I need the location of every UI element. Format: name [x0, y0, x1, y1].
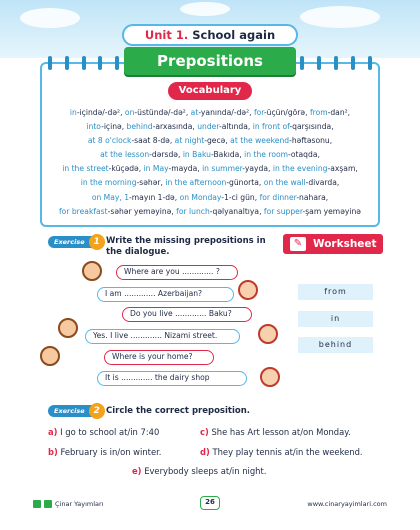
translation: -1-ci gün, [221, 192, 260, 202]
unit-name: School again [192, 28, 276, 42]
vocabulary-line [44, 120, 376, 134]
translation: -üçün/görə, [263, 108, 310, 117]
english-term: in front of [252, 122, 290, 132]
english-term: in the room [244, 150, 289, 160]
english-term: in [69, 108, 77, 117]
worksheet-label: Worksheet [313, 238, 377, 250]
translation: -dərsdə, [149, 150, 183, 160]
dialogue-bubble: Yes. I live ............. Nizami street. [85, 329, 240, 344]
translation: -səhər yeməyinə, [107, 206, 177, 216]
translation: -səhər, [136, 178, 166, 188]
translation: -yayda, [242, 164, 273, 174]
english-term: on Monday [179, 192, 222, 202]
exercise-item: a) I go to school at/in 7:40 [48, 427, 160, 437]
english-term: at [190, 108, 199, 117]
translation: -günorta, [226, 178, 264, 188]
vocabulary-line [44, 106, 376, 120]
cloud-decoration [180, 2, 230, 16]
vocabulary-line [44, 176, 376, 190]
boy-avatar [82, 261, 102, 281]
facebook-icon [33, 500, 41, 508]
english-term: for dinner [259, 192, 297, 202]
girl-avatar [260, 367, 280, 387]
english-term: in the afternoon [165, 178, 227, 188]
english-term: at night [174, 136, 205, 146]
english-term: at the lesson [100, 150, 150, 160]
translation: -dan², [327, 108, 351, 117]
english-term: under [197, 122, 219, 132]
word-bank-item: from [298, 284, 373, 300]
unit-title [122, 24, 298, 46]
dialogue-bubble: It is ............. the dairy shop [97, 371, 247, 386]
english-term: into [86, 122, 102, 132]
exercise-item: b) February is in/on winter. [48, 447, 162, 457]
worksheet-badge [283, 234, 383, 254]
prepositions-banner: Prepositions [124, 47, 296, 75]
vocabulary-line [44, 162, 376, 176]
translation: -qəlyanaltıya, [209, 206, 264, 216]
dialogue-bubble: Do you live ............. Baku? [122, 307, 252, 322]
page-number: 26 [200, 496, 220, 510]
vocabulary-line [44, 191, 376, 205]
exercise-1-badge [48, 235, 99, 249]
english-term: in Baku [182, 150, 211, 160]
exercise-2-instruction: Circle the correct preposition. [106, 406, 250, 416]
exercise-label: Exercise [54, 238, 85, 246]
translation: -qarşısında, [289, 122, 334, 132]
translation: -üstündə/-də², [134, 108, 191, 117]
vocabulary-line [44, 205, 376, 219]
word-bank-item: in [298, 311, 373, 327]
english-term: on [124, 108, 135, 117]
pencil-icon: ✎ [290, 237, 306, 251]
english-term: in summer [202, 164, 243, 174]
vocabulary-list [44, 106, 376, 219]
vocabulary-label: Vocabulary [168, 82, 252, 100]
english-term: for breakfast [59, 206, 108, 216]
english-term: on May, 1 [91, 192, 130, 202]
english-term: from [309, 108, 328, 117]
english-term: in the evening [272, 164, 328, 174]
translation: -divarda, [305, 178, 340, 188]
translation: -gecə, [204, 136, 231, 146]
translation: -şam yeməyinə [302, 206, 361, 216]
instruction-line: Write the missing prepositions in [106, 236, 266, 246]
english-term: on the wall [263, 178, 306, 188]
website-url: www.cinaryayimlari.com [307, 500, 387, 508]
english-term: behind [126, 122, 153, 132]
cloud-decoration [20, 8, 80, 28]
english-term: at the weekend [230, 136, 290, 146]
english-term: for [253, 108, 264, 117]
exercise-item: c) She has Art lesson at/on Monday. [200, 427, 351, 437]
exercise-label: Exercise [54, 407, 85, 415]
english-term: in May [143, 164, 169, 174]
translation: -arxasında, [152, 122, 198, 132]
instagram-icon [44, 500, 52, 508]
vocabulary-line [44, 134, 376, 148]
translation: -otaqda, [288, 150, 320, 160]
english-term: for lunch [176, 206, 210, 216]
exercise-number: 1 [89, 234, 105, 250]
page-footer [0, 488, 420, 530]
exercise-1-instruction [106, 236, 266, 258]
translation: -nahara, [296, 192, 329, 202]
exercise-number: 2 [89, 403, 105, 419]
instruction-line: the dialogue. [106, 247, 170, 257]
english-term: in the morning [80, 178, 137, 188]
publisher [33, 500, 104, 508]
translation: -içində/-də², [76, 108, 125, 117]
girl-avatar [238, 280, 258, 300]
exercise-item: d) They play tennis at/in the weekend. [200, 447, 363, 457]
dialogue-bubble: Where are you ............. ? [116, 265, 238, 280]
translation: -yanında/-də², [198, 108, 254, 117]
exercise-item: e) Everybody sleeps at/in night. [132, 466, 267, 476]
translation: -küçədə, [108, 164, 144, 174]
vocabulary-line [44, 148, 376, 162]
translation: -mayın 1-də, [129, 192, 180, 202]
exercise-2-badge [48, 404, 99, 418]
cloud-decoration [300, 6, 380, 28]
translation: -axşam, [327, 164, 358, 174]
english-term: at 8 o'clock [87, 136, 132, 146]
translation: -həftəsonu, [289, 136, 333, 146]
dialogue-bubble: I am ............. Azerbaijan? [97, 287, 234, 302]
translation: -içinə, [101, 122, 127, 132]
unit-number: Unit 1. [144, 28, 189, 42]
translation: -mayda, [168, 164, 203, 174]
translation: -Bakıda, [211, 150, 245, 160]
translation: -altında, [219, 122, 253, 132]
word-bank-item: behind [298, 337, 373, 353]
boy-avatar [40, 346, 60, 366]
publisher-name: Çinar Yayımları [55, 500, 104, 508]
translation: -saat 8-də, [131, 136, 175, 146]
english-term: for supper [263, 206, 303, 216]
girl-avatar [258, 324, 278, 344]
english-term: in the street [62, 164, 109, 174]
dialogue-bubble: Where is your home? [104, 350, 214, 365]
boy-avatar [58, 318, 78, 338]
